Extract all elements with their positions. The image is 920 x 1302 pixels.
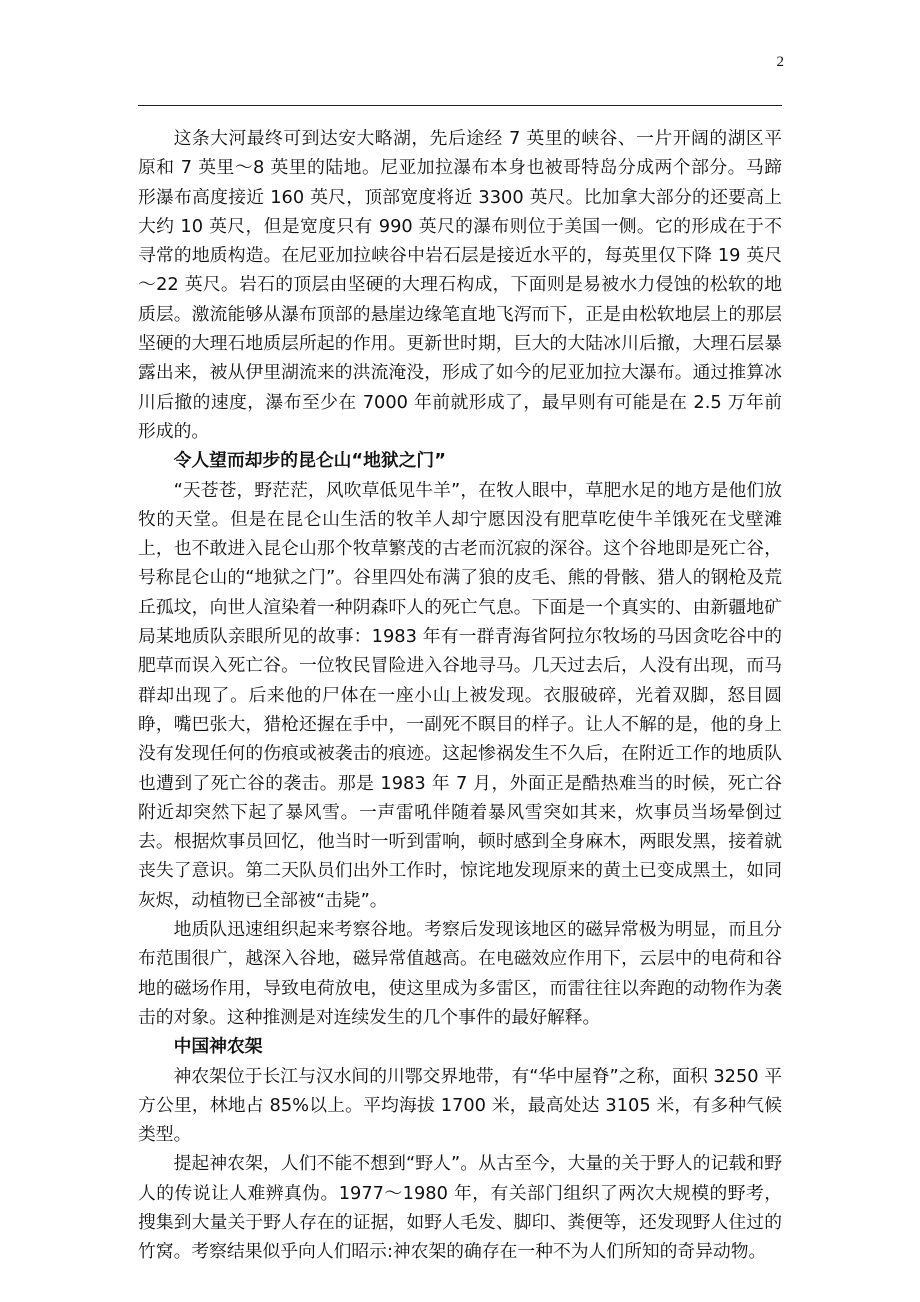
section-heading-kunlun: 令人望而却步的昆仑山“地狱之门” <box>173 450 446 472</box>
paragraph-geological-survey: 地质队迅速组织起来考察谷地。考察后发现该地区的磁异常极为明显，而且分布范围很广，越深入谷地，磁异常值越高。在电磁效应作用下，云层中的电荷和谷地的磁场作用，导致电荷放电，使这里成为多雷区，而雷往往以奔跑的动物作为袭击的对象。这种推测是对连续发生的几个事件的最好解释。 <box>138 919 782 1028</box>
section-heading-shennongjia: 中国神农架 <box>173 1036 263 1058</box>
document-body <box>138 124 782 1267</box>
paragraph-shennongjia-location: 神农架位于长江与汉水间的川鄂交界地带，有“华中屋脊”之称，面积 3250 平方公里，林地占 85%以上。平均海拔 1700 米，最高处达 3105 米，有多种气候类型。 <box>138 1065 783 1146</box>
paragraph-kunlun-death-valley: “天苍苍，野茫茫，风吹草低见牛羊”，在牧人眼中，草肥水足的地方是他们放牧的天堂。但是在昆仑山生活的牧羊人却宁愿因没有肥草吃使牛羊饿死在戈壁滩上，也不敢进入昆仑山那个牧草繁茂的古老而沉寂的深谷。这个谷地即是死亡谷，号称昆仑山的“地狱之门”。谷里四处布满了狼的皮毛、熊的骨骸、猎人的钢枪及荒丘孤坟，向世人渲染着一种阴森吓人的死亡气息。下面是一个真实的、由新疆地矿局某地质队亲眼所见的故事：1983 年有一群青海省阿拉尔牧场的马因贪吃谷中的肥草而误入死亡谷。一位牧民冒险进入谷地寻马。几天过去后，人没有出现，而马群却出现了。后来他的尸体在一座小山上被发现。衣服破碎，光着双脚，怒目圆睁，嘴巴张大，猎枪还握在手中，一副死不瞑目的样子。让人不解的是，他的身上没有发现任何的伤痕或被袭击的痕迹。这起惨祸发生不久后，在附近工作的地质队也遭到了死亡谷的袭击。那是 1983 年 7 月，外面正是酷热难当的时候，死亡谷附近却突然下起了暴风雪。一声雷吼伴随着暴风雪突如其来，炊事员当场晕倒过去。根据炊事员回忆，他当时一听到雷响，顿时感到全身麻木，两眼发黑，接着就丧失了意识。第二天队员们出外工作时，惊诧地发现原来的黄土已变成黑土，如同灰烬，动植物已全部被“击毙”。 <box>138 479 782 911</box>
paragraph-niagara-formation: 这条大河最终可到达安大略湖，先后途经 7 英里的峡谷、一片开阔的湖区平原和 7 英里～8 英里的陆地。尼亚加拉瀑布本身也被哥特岛分成两个部分。马蹄形瀑布高度接近 160 英尺，顶部宽度将近 3300 英尺。比加拿大部分的还要高上大约 10 英尺，但是宽度只有 990 英尺的瀑布则位于美国一侧。它的形成在于不寻常的地质构造。在尼亚加拉峡谷中岩石层是接近水平的，每英里仅下降 19 英尺～22 英尺。岩石的顶层由坚硬的大理石构成，下面则是易被水力侵蚀的松软的地质层。激流能够从瀑布顶部的悬崖边缘笔直地飞泻而下，正是由松软地层上的那层坚硬的大理石地质层所起的作用。更新世时期，巨大的大陆冰川后撤，大理石层暴露出来，被从伊里湖流来的洪流淹没，形成了如今的尼亚加拉大瀑布。通过推算冰川后撤的速度，瀑布至少在 7000 年前就形成了，最早则有可能是在 2.5 万年前形成的。 <box>138 128 782 442</box>
header-rule <box>138 105 782 106</box>
paragraph-shennongjia-wildman: 提起神农架，人们不能不想到“野人”。从古至今，大量的关于野人的记载和野人的传说让人难辨真伪。1977～1980 年，有关部门组织了两次大规模的野考，搜集到大量关于野人存在的证据，如野人毛发、脚印、粪便等，还发现野人住过的竹窝。考察结果似乎向人们昭示:神农架的确存在一种不为人们所知的奇异动物。 <box>138 1153 782 1263</box>
page-number: 2 <box>776 54 784 70</box>
